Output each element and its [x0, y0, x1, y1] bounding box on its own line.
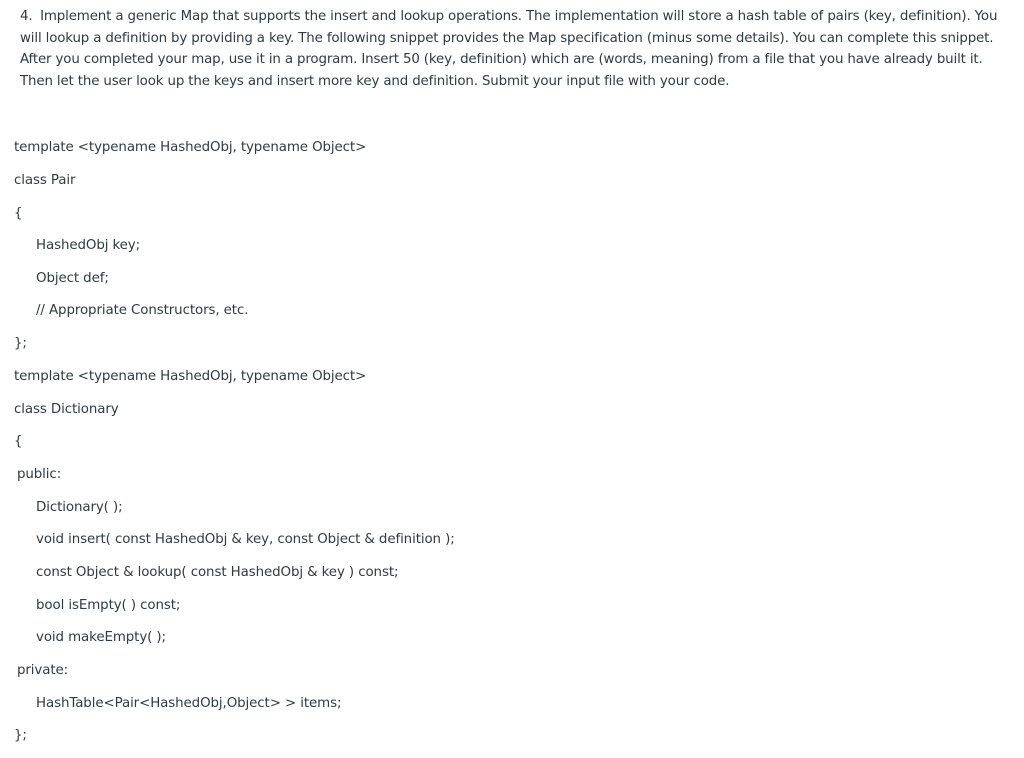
- code-line-constructors-comment: // Appropriate Constructors, etc.: [36, 303, 249, 318]
- code-line-def-member: Object def;: [36, 271, 109, 286]
- code-line-key-member: HashedObj key;: [36, 238, 141, 253]
- code-line-class-pair: class Pair: [14, 173, 76, 188]
- question-text: Implement a generic Map that supports the insert and lookup operations. The implementation will store a hash table of pairs (key, definition). You will lookup a definition by providing a key. The following snippet provides the Map specification (minus some details). You can complete this snippet. After you completed your map, use it in a program. Insert 50 (key, definition) which are (words, meaning) from a file that you have already built it. Then let the user look up the keys and insert more key and definition. Submit your input file with your code.: [20, 9, 998, 89]
- code-line-template-pair: template <typename HashedObj, typename Object>: [14, 140, 367, 155]
- code-line-template-dictionary: template <typename HashedObj, typename Object>: [14, 369, 367, 384]
- code-line-private: private:: [17, 663, 69, 678]
- code-line-is-empty: bool isEmpty( ) const;: [36, 598, 181, 613]
- question-number: 4.: [20, 9, 33, 24]
- question-paragraph: [20, 6, 1016, 92]
- code-line-class-dictionary: class Dictionary: [14, 402, 119, 417]
- code-line-constructor: Dictionary( );: [36, 500, 123, 515]
- code-line-insert: void insert( const HashedObj & key, const Object & definition );: [36, 532, 455, 547]
- code-line-close-brace-pair: };: [14, 336, 27, 351]
- code-line-open-brace-pair: {: [14, 206, 23, 221]
- code-line-open-brace-dictionary: {: [14, 434, 23, 449]
- code-line-items: HashTable<Pair<HashedObj,Object> > items;: [36, 696, 342, 711]
- code-line-lookup: const Object & lookup( const HashedObj & key ) const;: [36, 565, 399, 580]
- code-line-make-empty: void makeEmpty( );: [36, 630, 166, 645]
- code-line-close-brace-dictionary: };: [14, 728, 27, 743]
- code-line-public: public:: [17, 467, 62, 482]
